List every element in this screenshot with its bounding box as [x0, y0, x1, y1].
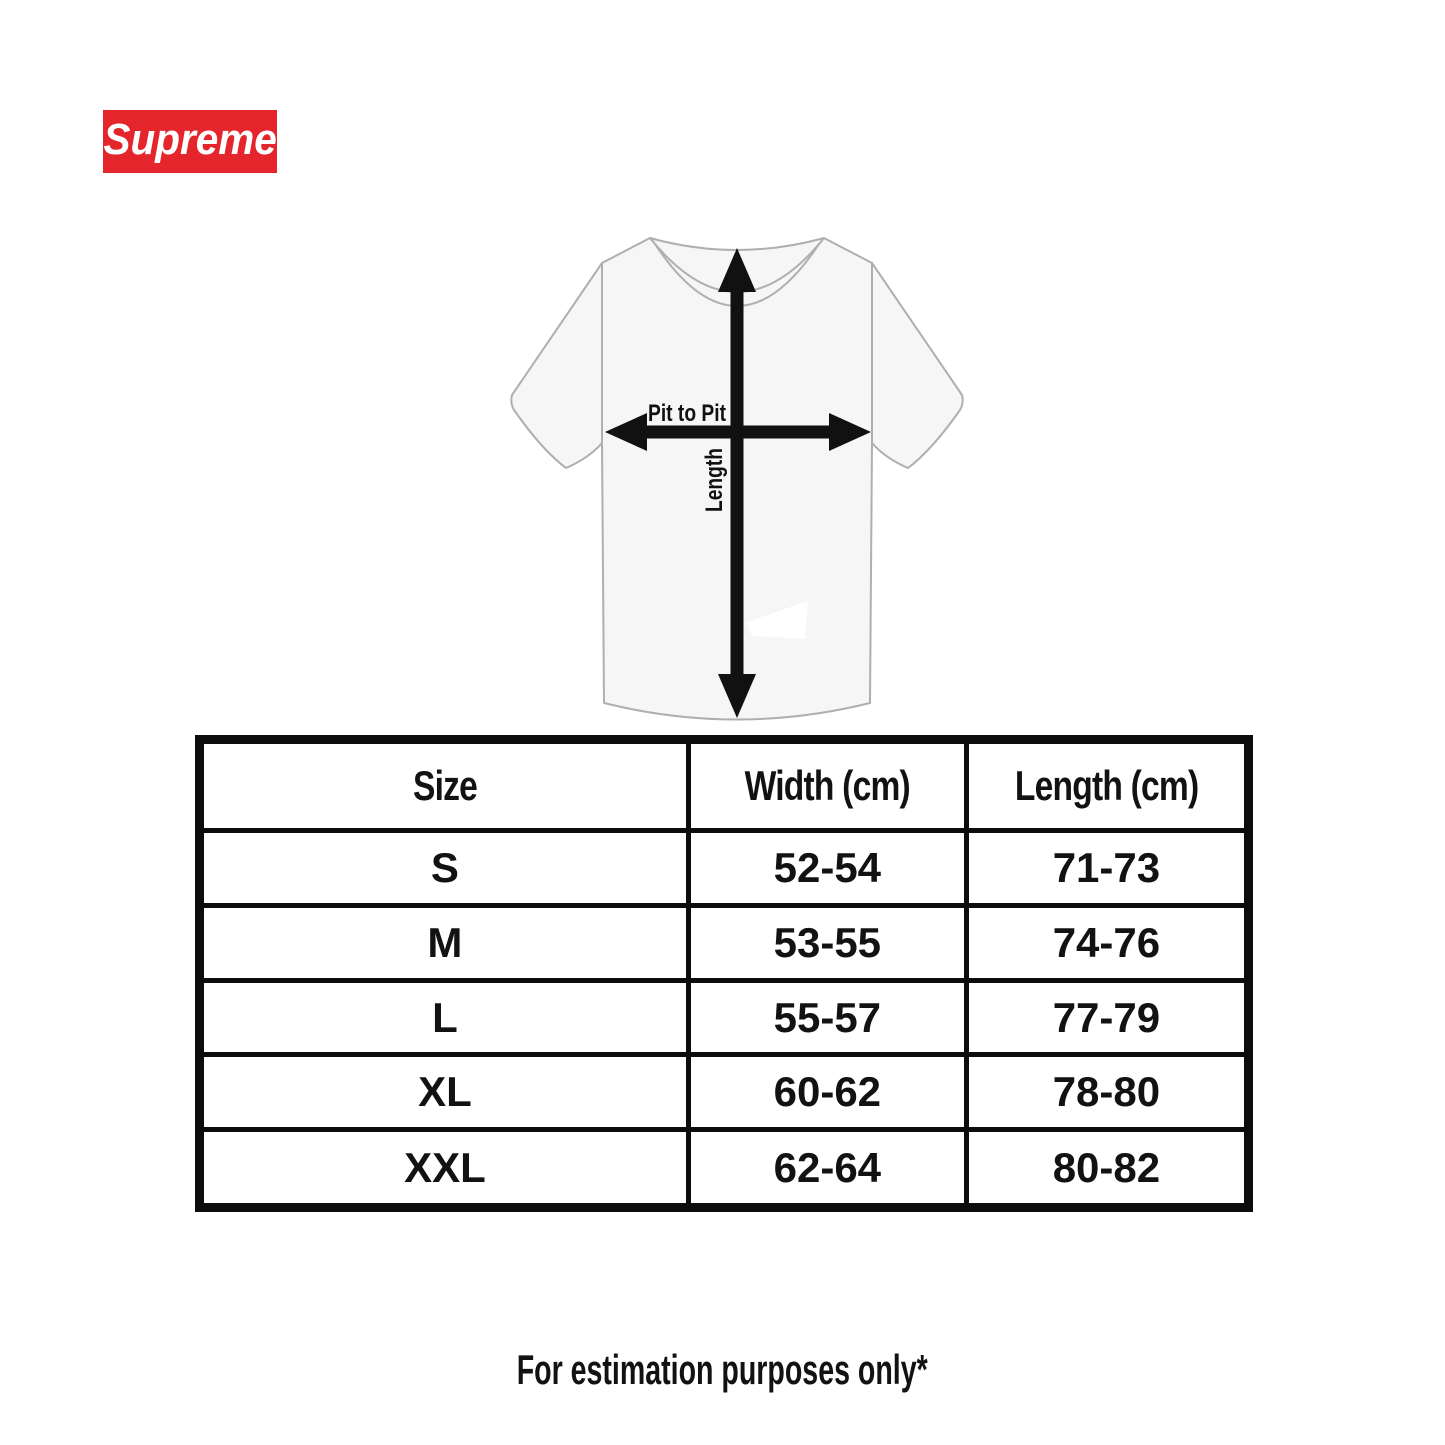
size-table-header-row [200, 740, 1249, 831]
length-value: 80-82 [1052, 1143, 1161, 1191]
length-value: 71-73 [1052, 843, 1161, 891]
size-cell [200, 980, 689, 1055]
length-cell [966, 831, 1248, 906]
table-row-l [200, 980, 1249, 1055]
width-cell [688, 980, 966, 1055]
width-value: 52-54 [773, 843, 882, 891]
length-value: 74-76 [1052, 918, 1161, 966]
size-value: XL [418, 1068, 472, 1116]
supreme-logo [103, 110, 277, 173]
size-table [195, 735, 1253, 1212]
size-value: S [430, 843, 459, 891]
size-cell [200, 1130, 689, 1208]
table-row-s [200, 831, 1249, 906]
table-row-xl [200, 1055, 1249, 1130]
length-cell [966, 905, 1248, 980]
size-value: XXL [404, 1143, 486, 1191]
length-value: 77-79 [1052, 993, 1161, 1041]
column-header-length [966, 740, 1248, 831]
supreme-logo-text: Supreme [103, 114, 277, 164]
column-header-width [688, 740, 966, 831]
pit-to-pit-label: Pit to Pit [648, 400, 727, 427]
column-header-width-label: Width (cm) [744, 762, 910, 809]
width-value: 53-55 [773, 918, 882, 966]
length-cell [966, 1130, 1248, 1208]
width-cell [688, 1130, 966, 1208]
table-row-m [200, 905, 1249, 980]
column-header-length-label: Length (cm) [1014, 762, 1199, 809]
width-value: 55-57 [773, 993, 882, 1041]
size-cell [200, 831, 689, 906]
length-label: Length [701, 432, 728, 512]
disclaimer-note [0, 1340, 1445, 1400]
column-header-size [200, 740, 689, 831]
length-value: 78-80 [1052, 1068, 1161, 1116]
tshirt-measurement-diagram [490, 218, 965, 733]
width-cell [688, 905, 966, 980]
column-header-size-label: Size [412, 762, 477, 809]
size-cell [200, 905, 689, 980]
size-value: M [427, 918, 463, 966]
table-row-xxl [200, 1130, 1249, 1208]
length-cell [966, 1055, 1248, 1130]
width-cell [688, 1055, 966, 1130]
disclaimer-text: For estimation purposes only* [516, 1346, 929, 1393]
size-cell [200, 1055, 689, 1130]
width-cell [688, 831, 966, 906]
length-cell [966, 980, 1248, 1055]
width-value: 62-64 [773, 1143, 882, 1191]
width-value: 60-62 [773, 1068, 882, 1116]
size-value: L [432, 993, 458, 1041]
